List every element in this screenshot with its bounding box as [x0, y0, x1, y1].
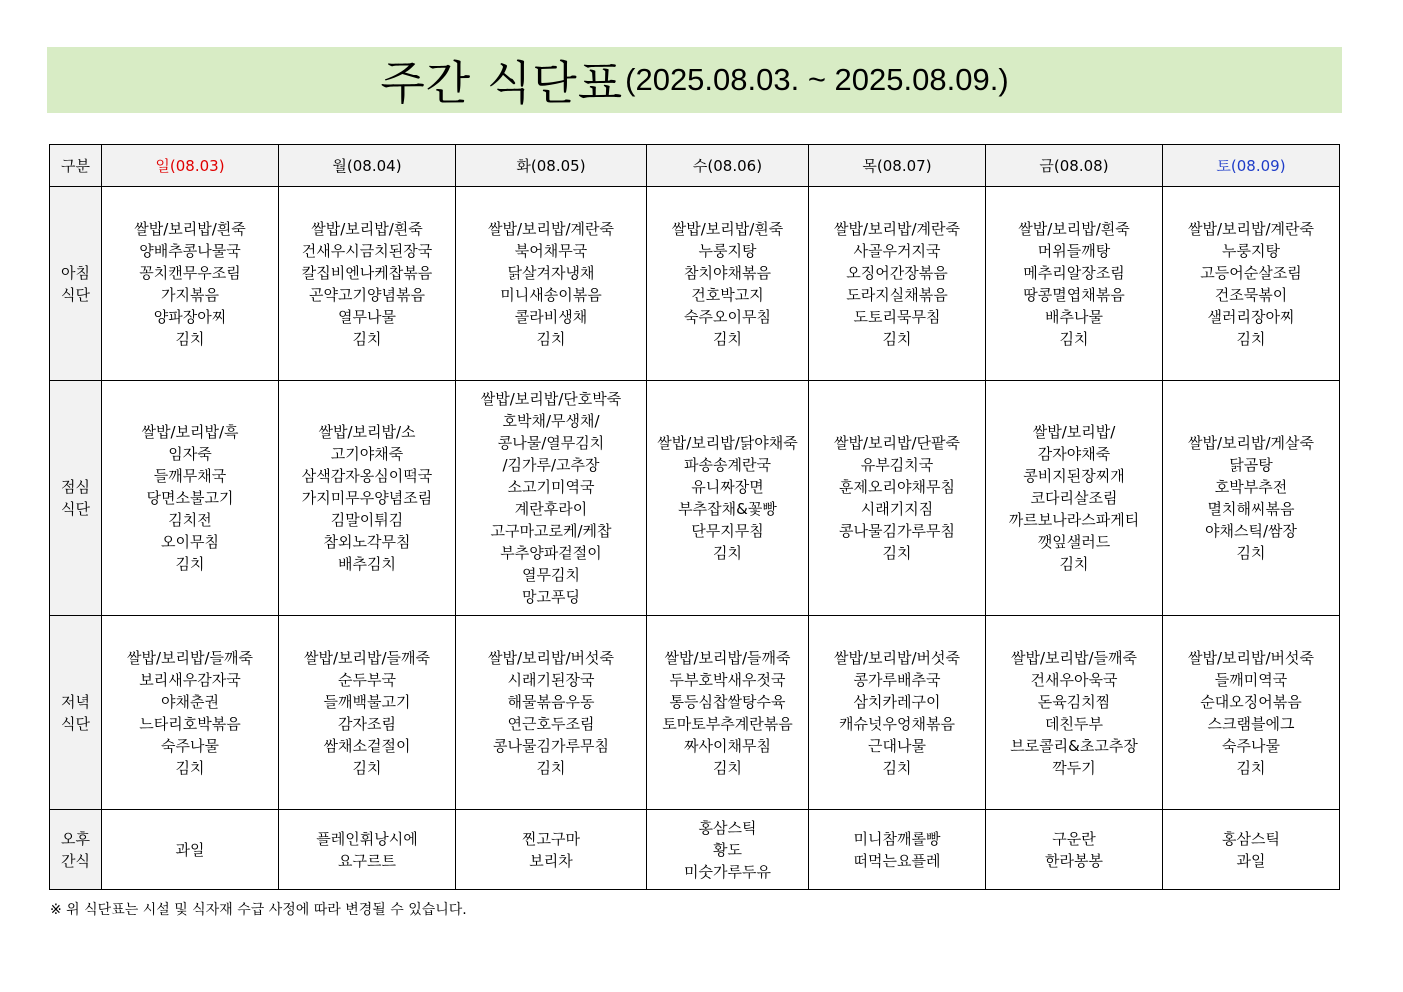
row-label-lunch: 점심 식단 [50, 381, 102, 616]
menu-cell: 쌀밥/보리밥/들깨죽 건새우아욱국 돈육김치찜 데친두부 브로콜리&초고추장 깍두기 [986, 616, 1163, 810]
header-day-sat: 토(08.09) [1163, 145, 1340, 187]
table-row-lunch [50, 381, 1340, 616]
footnote: ※ 위 식단표는 시설 및 식자재 수급 사정에 따라 변경될 수 있습니다. [50, 902, 467, 918]
menu-cell: 구운란 한라봉봉 [986, 810, 1163, 890]
row-label-dinner: 저녁 식단 [50, 616, 102, 810]
header-day-tue: 화(08.05) [456, 145, 647, 187]
header-row [50, 145, 1340, 187]
header-category: 구분 [50, 145, 102, 187]
menu-cell: 쌀밥/보리밥/들깨죽 보리새우감자국 야채춘권 느타리호박볶음 숙주나물 김치 [102, 616, 279, 810]
row-label-snack: 오후 간식 [50, 810, 102, 890]
row-label-breakfast: 아침 식단 [50, 187, 102, 381]
menu-cell: 쌀밥/보리밥/흰죽 건새우시금치된장국 칼집비엔나케찹볶음 곤약고기양념볶음 열무나물 김치 [279, 187, 456, 381]
title-bar [47, 47, 1342, 113]
menu-cell: 쌀밥/보리밥/들깨죽 두부호박새우젓국 통등심찹쌀탕수육 토마토부추계란볶음 짜사이채무침 김치 [647, 616, 809, 810]
menu-cell: 쌀밥/보리밥/계란죽 누룽지탕 고등어순살조림 건조묵볶이 샐러리장아찌 김치 [1163, 187, 1340, 381]
menu-cell: 쌀밥/보리밥/닭야채죽 파송송계란국 유니짜장면 부추잡채&꽃빵 단무지무침 김치 [647, 381, 809, 616]
menu-cell: 미니참깨롤빵 떠먹는요플레 [809, 810, 986, 890]
menu-cell: 과일 [102, 810, 279, 890]
menu-cell: 쌀밥/보리밥/버섯죽 들깨미역국 순대오징어볶음 스크램블에그 숙주나물 김치 [1163, 616, 1340, 810]
menu-cell: 쌀밥/보리밥/흰죽 머위들깨탕 메추리알장조림 땅콩멸엽채볶음 배추나물 김치 [986, 187, 1163, 381]
menu-cell: 쌀밥/보리밥/들깨죽 순두부국 들깨백불고기 감자조림 쌈채소겉절이 김치 [279, 616, 456, 810]
header-day-wed: 수(08.06) [647, 145, 809, 187]
table-row-snack [50, 810, 1340, 890]
menu-cell: 쌀밥/보리밥/흰죽 양배추콩나물국 꽁치캔무우조림 가지볶음 양파장아찌 김치 [102, 187, 279, 381]
header-day-mon: 월(08.04) [279, 145, 456, 187]
menu-cell: 홍삼스틱 과일 [1163, 810, 1340, 890]
menu-cell: 쌀밥/보리밥/버섯죽 콩가루배추국 삼치카레구이 캐슈넛우엉채볶음 근대나물 김치 [809, 616, 986, 810]
header-day-fri: 금(08.08) [986, 145, 1163, 187]
menu-cell: 쌀밥/보리밥/흰죽 누룽지탕 참치야채볶음 건호박고지 숙주오이무침 김치 [647, 187, 809, 381]
menu-cell: 플레인휘낭시에 요구르트 [279, 810, 456, 890]
header-day-thu: 목(08.07) [809, 145, 986, 187]
menu-cell: 쌀밥/보리밥/버섯죽 시래기된장국 해물볶음우동 연근호두조림 콩나물김가루무침 김치 [456, 616, 647, 810]
weekly-menu-table [49, 144, 1340, 890]
menu-cell: 쌀밥/보리밥/단팥죽 유부김치국 훈제오리야채무침 시래기지짐 콩나물김가루무침 김치 [809, 381, 986, 616]
menu-cell: 쌀밥/보리밥/단호박죽 호박채/무생채/ 콩나물/열무김치 /김가루/고추장 소고기미역국 계란후라이 고구마고로케/케찹 부추양파겉절이 열무김치 망고푸딩 [456, 381, 647, 616]
menu-cell: 쌀밥/보리밥/계란죽 사골우거지국 오징어간장볶음 도라지실채볶음 도토리묵무침 김치 [809, 187, 986, 381]
date-range: (2025.08.03. ~ 2025.08.09.) [625, 62, 1009, 97]
menu-cell: 쌀밥/보리밥/소 고기야채죽 삼색감자옹심이떡국 가지미무우양념조림 김말이튀김 참외노각무침 배추김치 [279, 381, 456, 616]
menu-cell: 쌀밥/보리밥/흑 임자죽 들깨무채국 당면소불고기 김치전 오이무침 김치 [102, 381, 279, 616]
page-title: 주간 식단표 [380, 56, 624, 110]
menu-cell: 쌀밥/보리밥/게살죽 닭곰탕 호박부추전 멸치해씨볶음 야채스틱/쌈장 김치 [1163, 381, 1340, 616]
header-day-sun: 일(08.03) [102, 145, 279, 187]
menu-cell: 쌀밥/보리밥/계란죽 북어채무국 닭살겨자냉채 미니새송이볶음 콜라비생채 김치 [456, 187, 647, 381]
menu-cell: 찐고구마 보리차 [456, 810, 647, 890]
menu-cell: 쌀밥/보리밥/ 감자야채죽 콩비지된장찌개 코다리살조림 까르보나라스파게티 깻잎샐러드 김치 [986, 381, 1163, 616]
table-row-dinner [50, 616, 1340, 810]
menu-cell: 홍삼스틱 황도 미숫가루두유 [647, 810, 809, 890]
table-row-breakfast [50, 187, 1340, 381]
